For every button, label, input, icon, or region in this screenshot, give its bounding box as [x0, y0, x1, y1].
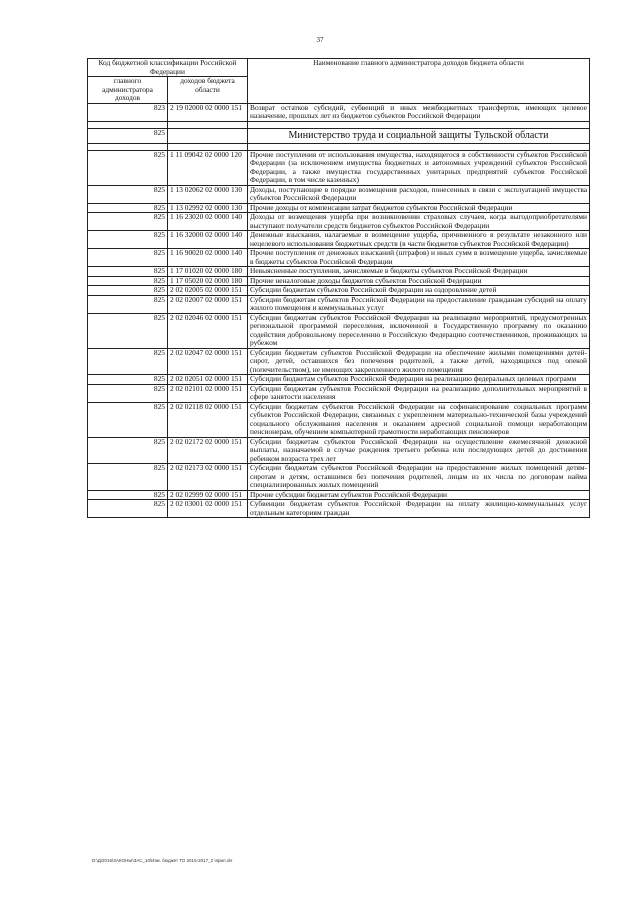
admin-code-cell: 825	[88, 203, 168, 213]
income-name-cell: Прочие субсидии бюджетам субъектов Российской Федерации	[248, 490, 590, 500]
admin-code-cell: 825	[88, 213, 168, 231]
table-row	[88, 203, 590, 213]
table-row	[88, 375, 590, 385]
income-code-cell: 1 17 05020 02 0000 180	[168, 276, 248, 286]
admin-code-cell: 825	[88, 500, 168, 518]
admin-code-cell: 825	[88, 185, 168, 203]
table-row	[88, 295, 590, 313]
table-row	[88, 348, 590, 375]
table-row	[88, 437, 590, 464]
table-row	[88, 185, 590, 203]
income-code-cell: 1 13 02992 02 0000 130	[168, 203, 248, 213]
income-code-cell: 2 02 02047 02 0000 151	[168, 348, 248, 375]
income-code-cell: 1 13 02062 02 0000 130	[168, 185, 248, 203]
income-code-cell: 2 02 02046 02 0000 151	[168, 313, 248, 348]
header-admin-column: главного администратора доходов	[88, 77, 168, 104]
income-name-cell: Министерство труда и социальной защиты Тульской области	[248, 128, 590, 143]
table-row	[88, 276, 590, 286]
table-row	[88, 500, 590, 518]
spacer-row	[88, 121, 590, 128]
income-name-cell: Субсидии бюджетам субъектов Российской Федерации на софинансирование социальных программ субъектов Российской Федерации, связанных с укреплением материально-технической базы учреждений социального обслуживания населения и оказанием адресной социальной помощи неработающим пенсионерам, обучением компьютерной грамотности неработающих пенсионеров	[248, 402, 590, 437]
admin-code-cell: 825	[88, 464, 168, 491]
header-name-column: Наименование главного администратора доходов бюджета области	[248, 59, 590, 104]
income-name-cell: Доходы, поступающие в порядке возмещения расходов, понесенных в связи с эксплуатацией имущества субъектов Российской Федерации	[248, 185, 590, 203]
income-code-cell: 2 02 02005 02 0000 151	[168, 286, 248, 296]
income-name-cell: Субвенции бюджетам субъектов Российской Федерации на оплату жилищно-коммунальных услуг отдельным категориям граждан	[248, 500, 590, 518]
table-row	[88, 231, 590, 249]
admin-code-cell: 825	[88, 276, 168, 286]
admin-code-cell: 825	[88, 295, 168, 313]
income-name-cell: Невыясненные поступления, зачисляемые в бюджеты субъектов Российской Федерации	[248, 267, 590, 277]
income-code-cell: 2 02 02118 02 0000 151	[168, 402, 248, 437]
table-row	[88, 286, 590, 296]
income-name-cell: Субсидии бюджетам субъектов Российской Федерации на оздоровление детей	[248, 286, 590, 296]
income-name-cell: Прочие доходы от компенсации затрат бюджетов субъектов Российской Федерации	[248, 203, 590, 213]
income-code-cell: 1 16 23020 02 0000 140	[168, 213, 248, 231]
income-name-cell: Субсидии бюджетам субъектов Российской Федерации на обеспечение жилыми помещениями детей-сирот, детей, оставшихся без попечения родителей, а также детей, находящихся под опекой (попечительством), не имеющих закрепленного жилого помещения	[248, 348, 590, 375]
ministry-heading-row	[88, 128, 590, 143]
table-header-row	[88, 59, 590, 77]
table-row	[88, 150, 590, 185]
table-row	[88, 313, 590, 348]
table-row	[88, 384, 590, 402]
income-code-cell: 2 19 02000 02 0000 151	[168, 103, 248, 121]
income-code-cell: 1 16 32000 02 0000 140	[168, 231, 248, 249]
income-code-cell	[168, 128, 248, 143]
header-code-group: Код бюджетной классификации Российской Федерации	[88, 59, 248, 77]
table-row	[88, 402, 590, 437]
admin-code-cell: 825	[88, 313, 168, 348]
page-number: 37	[316, 36, 324, 44]
income-code-cell: 1 16 90020 02 0000 140	[168, 249, 248, 267]
income-name-cell: Субсидии бюджетам субъектов Российской Федерации на реализацию федеральных целевых программ	[248, 375, 590, 385]
budget-classification-table	[87, 58, 590, 518]
income-code-cell: 2 02 03001 02 0000 151	[168, 500, 248, 518]
income-name-cell: Прочие поступления от использования имущества, находящегося в собственности субъектов Российской Федерации (за исключением имущества бюджетных и автономных учреждений субъектов Российской Федерации, а также имущества государственных унитарных предприятий субъектов Российской Федерации, в том числе казенных)	[248, 150, 590, 185]
admin-code-cell: 825	[88, 128, 168, 143]
admin-code-cell: 825	[88, 437, 168, 464]
admin-code-cell: 825	[88, 150, 168, 185]
file-path-footer: D:\Д\2015\ЗАКОНЫ\ЗАС_10\Изм. бюджет ТО 2015-2017_2 \прил.xls	[92, 858, 233, 863]
income-name-cell: Возврат остатков субсидий, субвенций и иных межбюджетных трансфертов, имеющих целевое назначение, прошлых лет из бюджетов субъектов Российской Федерации	[248, 103, 590, 121]
table-row	[88, 103, 590, 121]
income-name-cell: Денежные взыскания, налагаемые в возмещение ущерба, причиненного в результате незаконного или нецелевого использования бюджетных средств (в части бюджетов субъектов Российской Федерации)	[248, 231, 590, 249]
income-code-cell: 1 11 09042 02 0000 120	[168, 150, 248, 185]
income-name-cell: Субсидии бюджетам субъектов Российской Федерации на предоставление жилых помещений детям-сиротам и детям, оставшимся без попечения родителей, лицам из их числа по договорам найма специализированных жилых помещений	[248, 464, 590, 491]
income-code-cell: 2 02 02051 02 0000 151	[168, 375, 248, 385]
header-income-column: доходов бюджета области	[168, 77, 248, 104]
spacer-row	[88, 143, 590, 150]
income-code-cell: 2 02 02007 02 0000 151	[168, 295, 248, 313]
income-code-cell: 2 02 02101 02 0000 151	[168, 384, 248, 402]
table-row	[88, 267, 590, 277]
income-name-cell: Субсидии бюджетам субъектов Российской Федерации на реализацию дополнительных мероприятий в сфере занятости населения	[248, 384, 590, 402]
income-code-cell: 2 02 02172 02 0000 151	[168, 437, 248, 464]
table-row	[88, 464, 590, 491]
income-code-cell: 2 02 02173 02 0000 151	[168, 464, 248, 491]
income-name-cell: Субсидии бюджетам субъектов Российской Федерации на осуществление ежемесячной денежной выплаты, назначаемой в случае рождения третьего ребенка или последующих детей до достижения ребенком возраста трех лет	[248, 437, 590, 464]
income-name-cell: Прочие поступления от денежных взысканий (штрафов) и иных сумм в возмещение ущерба, зачисляемые в бюджеты субъектов Российской Федерации	[248, 249, 590, 267]
admin-code-cell: 825	[88, 249, 168, 267]
table-body	[88, 103, 590, 518]
admin-code-cell: 825	[88, 267, 168, 277]
admin-code-cell: 823	[88, 103, 168, 121]
income-code-cell: 1 17 01020 02 0000 180	[168, 267, 248, 277]
table-row	[88, 490, 590, 500]
income-name-cell: Субсидии бюджетам субъектов Российской Федерации на реализацию мероприятий, предусмотренных региональной программой переселения, включенной в Государственную программу по оказанию содействия добровольному переселению в Российскую Федерацию соотечественников, проживающих за рубежом	[248, 313, 590, 348]
income-name-cell: Субсидии бюджетам субъектов Российской Федерации на предоставление гражданам субсидий на оплату жилого помещения и коммунальных услуг	[248, 295, 590, 313]
admin-code-cell: 825	[88, 375, 168, 385]
table-row	[88, 249, 590, 267]
table-row	[88, 213, 590, 231]
income-name-cell: Прочие неналоговые доходы бюджетов субъектов Российской Федерации	[248, 276, 590, 286]
admin-code-cell: 825	[88, 286, 168, 296]
income-code-cell: 2 02 02999 02 0000 151	[168, 490, 248, 500]
admin-code-cell: 825	[88, 231, 168, 249]
admin-code-cell: 825	[88, 402, 168, 437]
admin-code-cell: 825	[88, 384, 168, 402]
income-name-cell: Доходы от возмещения ущерба при возникновении страховых случаев, когда выгодоприобретателями выступают получатели средств бюджетов субъектов Российской Федерации	[248, 213, 590, 231]
admin-code-cell: 825	[88, 348, 168, 375]
admin-code-cell: 825	[88, 490, 168, 500]
